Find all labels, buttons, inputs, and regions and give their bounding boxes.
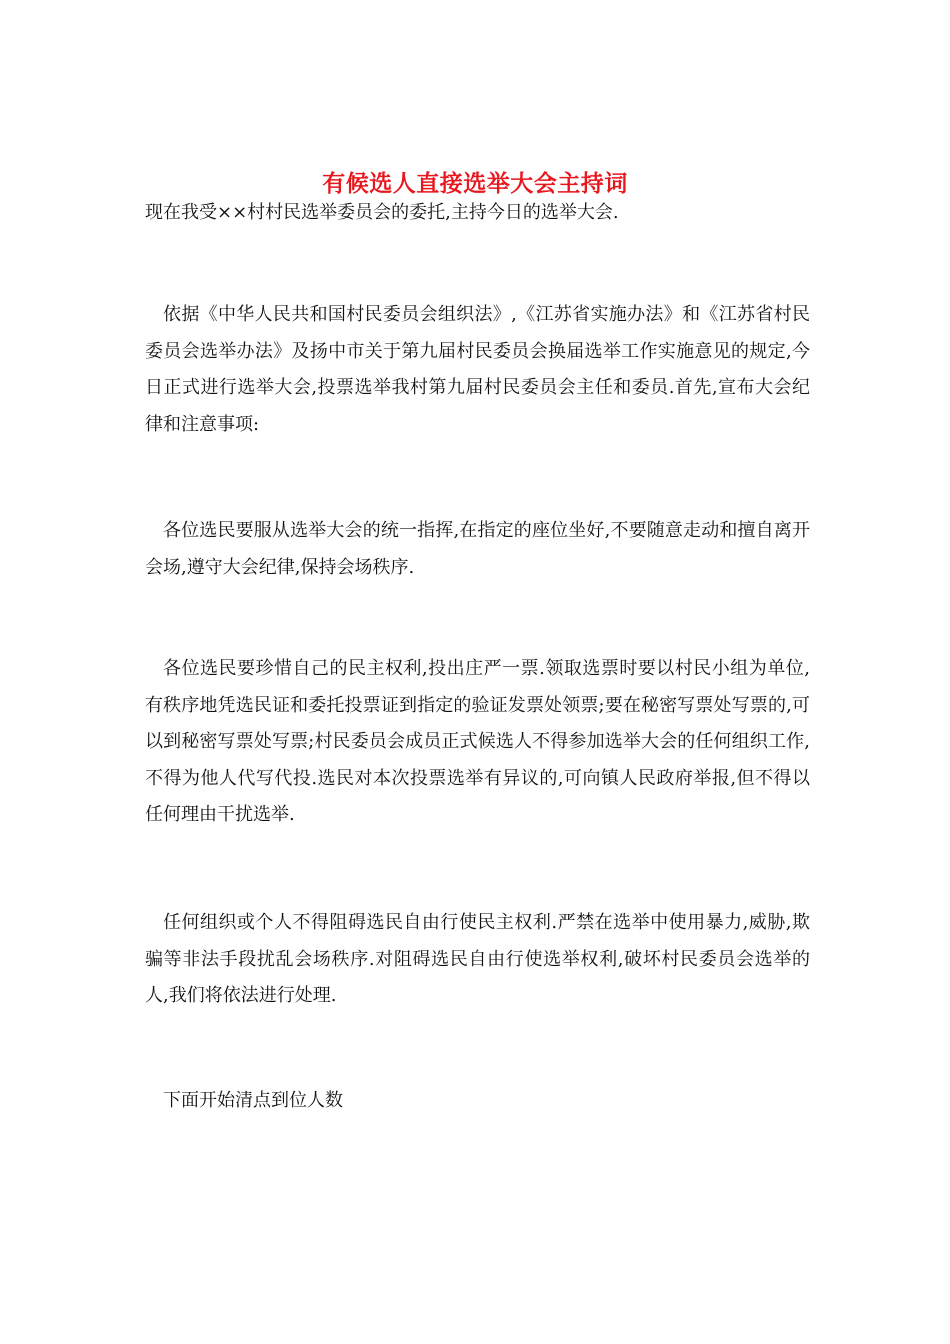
paragraph-prohibitions: 任何组织或个人不得阻碍选民自由行使民主权利.严禁在选举中使用暴力,威胁,欺骗等非法手段扰乱会场秩序.对阻碍选民自由行使选举权利,破坏村民委员会选举的人,我们将依法进行处理. [145, 912, 810, 1006]
paragraph-legal-basis: 依据《中华人民共和国村民委员会组织法》,《江苏省实施办法》和《江苏省村民委员会选举办法》及扬中市关于第九届村民委员会换届选举工作实施意见的规定,今日正式进行选举大会,投票选举我村第九届村民委员会主任和委员.首先,宣布大会纪律和注意事项: [145, 304, 810, 435]
paragraph-discipline: 各位选民要服从选举大会的统一指挥,在指定的座位坐好,不要随意走动和擅自离开会场,遵守大会纪律,保持会场秩序. [145, 520, 810, 578]
paragraph-roll-call: 下面开始清点到位人数 [163, 1090, 343, 1111]
paragraph-intro: 现在我受××村村民选举委员会的委托,主持今日的选举大会. [145, 202, 619, 223]
paragraph-voting-rights: 各位选民要珍惜自己的民主权利,投出庄严一票.领取选票时要以村民小组为单位,有秩序地凭选民证和委托投票证到指定的验证发票处领票;要在秘密写票处写票的,可以到秘密写票处写票;村民委员会成员正式候选人不得参加选举大会的任何组织工作,不得为他人代写代投.选民对本次投票选举有异议的,可向镇人民政府举报,但不得以任何理由干扰选举. [145, 658, 810, 825]
document-title: 有候选人直接选举大会主持词 [322, 170, 628, 198]
